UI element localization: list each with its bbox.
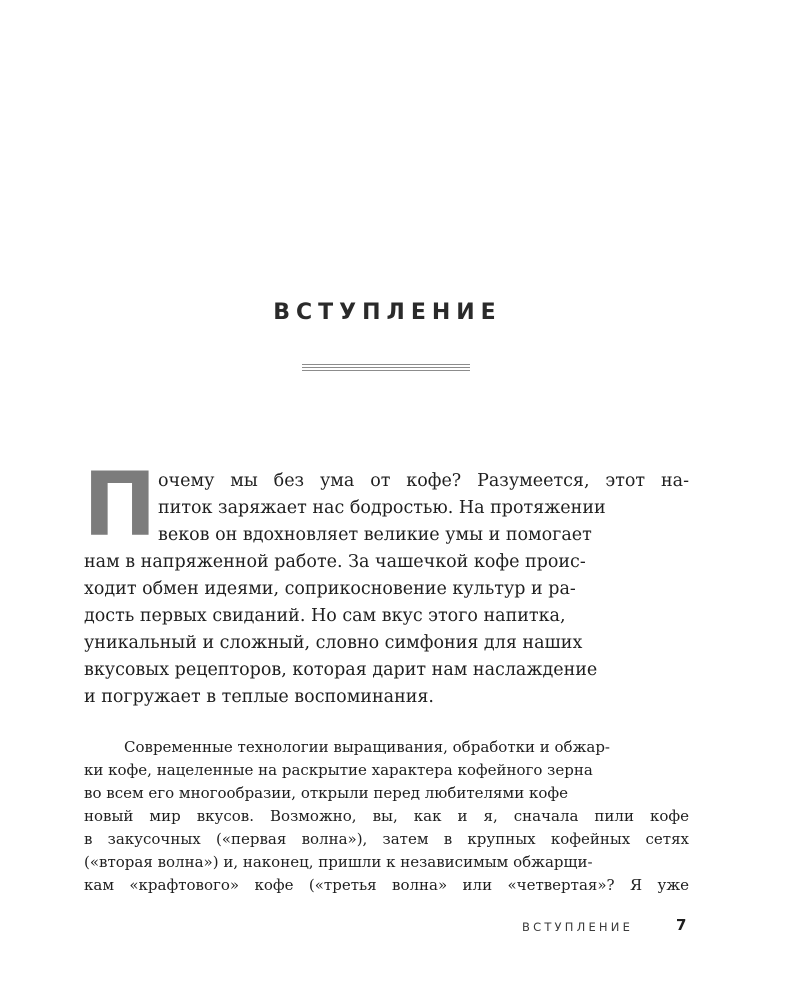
lead-line: нам в напряженной работе. За чашечкой кофе проис- (84, 552, 586, 572)
running-footer: ВСТУПЛЕНИЕ (522, 920, 634, 934)
chapter-title: ВСТУПЛЕНИЕ (273, 300, 502, 325)
title-rule (302, 364, 470, 371)
page-number: 7 (676, 916, 687, 934)
body-line: кам «крафтового» кофе («третья волна» или «четвертая»? Я уже (84, 876, 689, 894)
lead-line: питок заряжает нас бодростью. На протяжении (158, 498, 606, 518)
lead-line: уникальный и сложный, словно симфония для наших (84, 633, 583, 653)
body-line: во всем его многообразии, открыли перед любителями кофе (84, 784, 568, 802)
body-line: («вторая волна») и, наконец, пришли к независимым обжарщи- (84, 853, 593, 871)
lead-line: очему мы без ума от кофе? Разумеется, этот на- (158, 471, 689, 491)
lead-line: вкусовых рецепторов, которая дарит нам наслаждение (84, 660, 598, 680)
body-line: в закусочных («первая волна»), затем в крупных кофейных сетях (84, 830, 689, 848)
lead-line: веков он вдохновляет великие умы и помогает (158, 525, 592, 545)
drop-cap: П (83, 453, 157, 556)
lead-line: и погружает в теплые воспоминания. (84, 687, 434, 707)
body-line: новый мир вкусов. Возможно, вы, как и я, сначала пили кофе (84, 807, 689, 825)
lead-line: ходит обмен идеями, соприкосновение культур и ра- (84, 579, 576, 599)
body-line: Современные технологии выращивания, обработки и обжар- (124, 738, 610, 756)
body-line: ки кофе, нацеленные на раскрытие характера кофейного зерна (84, 761, 593, 779)
lead-line: дость первых свиданий. Но сам вкус этого напитка, (84, 606, 566, 626)
